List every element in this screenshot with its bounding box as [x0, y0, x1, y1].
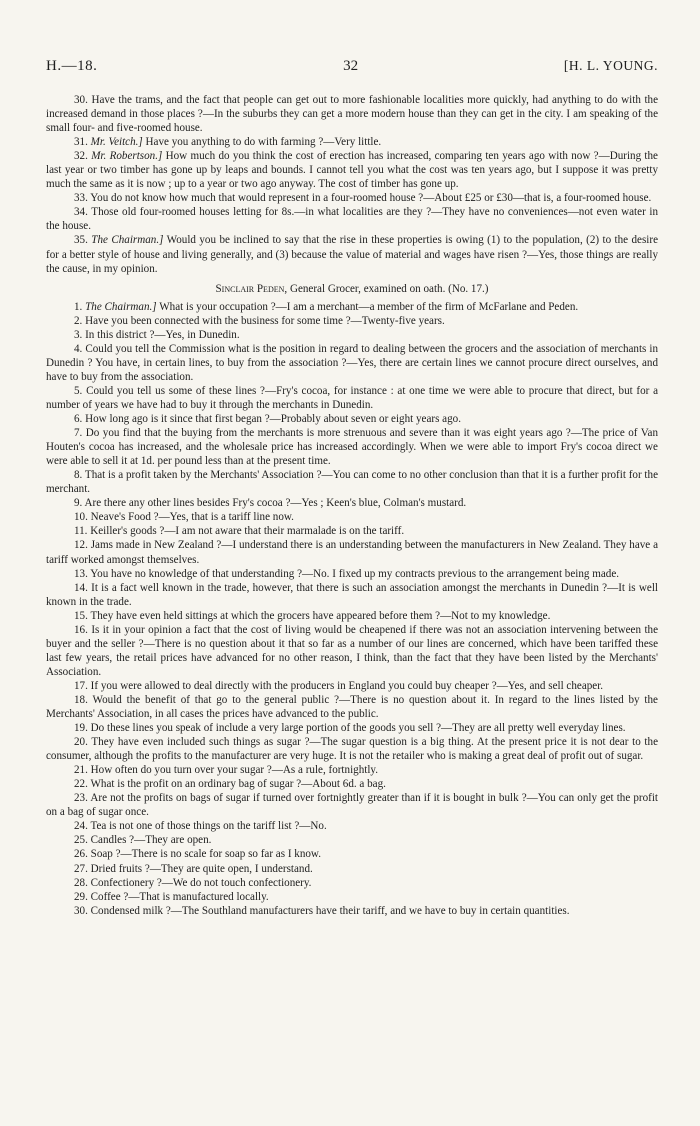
question-text: How much do you think the cost of erection has increased, comparing ten years ago with now ?—During the last year or two timber has gone up by leaps and bounds. I cannot tell you what the cost was ten years ago, but I suppose it was pretty much the same as it is now ; up to a year or two ago anyway. The cost of timber has gone up. [46, 150, 658, 191]
question-number: 31. [74, 136, 88, 149]
question-paragraph [46, 693, 658, 721]
question-paragraph [46, 904, 658, 918]
question-paragraph [46, 426, 658, 468]
question-paragraph [46, 468, 658, 496]
question-text: That is a profit taken by the Merchants' Association ?—You can come to no other conclusion than that it is a further profit for the merchant. [46, 469, 658, 496]
question-paragraph [46, 890, 658, 904]
witness-heading [46, 282, 658, 296]
question-text: Do you find that the buying from the merchants is more strenuous and severe than it was eight years ago ?—The price of Van Houten's cocoa has increased, and the wholesale price has increased accordingly. When we were able to import Fry's cocoa direct we were able to sell it at 1d. per pound less than at the present time. [46, 427, 658, 468]
question-number: 24. [74, 820, 88, 833]
question-paragraph [46, 833, 658, 847]
question-text: What is your occupation ?—I am a merchant—a member of the firm of McFarlane and Peden. [159, 300, 579, 313]
speaker-name: Mr. Robertson.] [91, 150, 163, 163]
question-text: Neave's Food ?—Yes, that is a tariff line now. [90, 511, 294, 524]
question-number: 2. [74, 314, 83, 327]
question-number: 19. [74, 722, 88, 735]
question-paragraph [46, 314, 658, 328]
question-number: 1. [74, 300, 83, 313]
question-text: Have the trams, and the fact that people can get out to more fashionable localities more quickly, had anything to do with the increased demand in those places ?—In the suburbs they can get a more modern house than they can get in the city. I am speaking of the small four- and five-roomed house. [46, 94, 658, 135]
question-number: 26. [74, 848, 88, 861]
question-number: 21. [74, 764, 88, 777]
question-text: Have you been connected with the business for some time ?—Twenty-five years. [85, 314, 445, 327]
question-text: Tea is not one of those things on the tariff list ?—No. [90, 820, 327, 833]
question-paragraph [46, 412, 658, 426]
question-paragraph [46, 233, 658, 275]
question-text: What is the profit on an ordinary bag of sugar ?—About 6d. a bag. [90, 778, 386, 791]
question-paragraph [46, 847, 658, 861]
question-number: 33. [74, 192, 88, 205]
question-paragraph [46, 581, 658, 609]
question-number: 30. [74, 904, 88, 917]
question-number: 28. [74, 876, 88, 889]
speaker-name: The Chairman.] [91, 234, 164, 247]
question-paragraph [46, 777, 658, 791]
question-paragraph [46, 384, 658, 412]
question-paragraph [46, 763, 658, 777]
question-paragraph [46, 609, 658, 623]
question-text: Do these lines you speak of include a very large portion of the goods you sell ?—They are all pretty well everyday lines. [90, 722, 626, 735]
question-number: 20. [74, 736, 88, 749]
question-text: Are not the profits on bags of sugar if turned over fortnightly greater than if it is bought in bulk ?—You can only get the profit on a bag of sugar once. [46, 792, 659, 819]
question-paragraph [46, 149, 658, 191]
question-text: How often do you turn over your sugar ?—As a rule, fortnightly. [90, 764, 379, 777]
question-text: Could you tell the Commission what is the position in regard to dealing between the grocers and the association of merchants in Dunedin ? You have, in certain lines, to buy from the association ?—Yes, there are certain lines we cannot procure direct ourselves, and have to buy from the association. [46, 342, 658, 383]
question-text: Is it in your opinion a fact that the cost of living would be cheapened if there was not an association intervening between the buyer and the seller ?—There is no question about it that so far as a number of our lines are concerned, which have been tariffed these last few years, the retail prices have advanced for no other reason, I think, than the fact that they have been listed by the Merchants' Association. [46, 623, 658, 678]
question-paragraph [46, 721, 658, 735]
evidence-section-1 [46, 93, 658, 276]
question-text: Would the benefit of that go to the general public ?—There is no question about it. In regard to the lines listed by the Merchants' Association, in all cases the prices have advanced to the public. [46, 693, 658, 721]
question-number: 3. [74, 328, 83, 341]
question-paragraph [46, 538, 658, 566]
witness-running-head: [H. L. YOUNG. [563, 58, 658, 73]
question-paragraph [46, 342, 658, 384]
page-header [46, 58, 658, 75]
question-paragraph [46, 300, 658, 314]
question-text: Candles ?—They are open. [90, 834, 212, 847]
question-text: Are there any other lines besides Fry's cocoa ?—Yes ; Keen's blue, Colman's mustard. [84, 497, 467, 510]
question-number: 7. [74, 427, 83, 440]
question-number: 25. [74, 834, 88, 847]
question-number: 17. [74, 679, 88, 692]
question-number: 5. [74, 384, 83, 397]
question-paragraph [46, 205, 658, 233]
question-paragraph [46, 862, 658, 876]
question-text: If you were allowed to deal directly with the producers in England you could buy cheaper ?—Yes, and sell cheaper. [90, 679, 604, 692]
question-text: Dried fruits ?—They are quite open, I understand. [90, 862, 313, 875]
question-number: 10. [74, 511, 88, 524]
question-number: 9. [74, 497, 83, 510]
question-text: Have you anything to do with farming ?—Very little. [145, 136, 382, 149]
question-number: 13. [74, 567, 88, 580]
question-text: Jams made in New Zealand ?—I understand there is an understanding between the manufacturers in New Zealand. They have a tariff worked amongst themselves. [46, 539, 658, 566]
page-number: 32 [343, 58, 359, 74]
question-number: 11. [74, 525, 88, 538]
question-text: They have even held sittings at which the grocers have appeared before them ?—Not to my knowledge. [90, 609, 551, 622]
question-number: 15. [74, 609, 88, 622]
paper-reference: H.—18. [46, 58, 98, 74]
question-number: 14. [74, 581, 88, 594]
question-text: How long ago is it since that first began ?—Probably about seven or eight years ago. [85, 413, 461, 426]
question-number: 6. [74, 413, 83, 426]
document-body [46, 93, 658, 918]
question-paragraph [46, 876, 658, 890]
question-number: 8. [74, 469, 83, 482]
speaker-name: The Chairman.] [85, 300, 157, 313]
question-text: Those old four-roomed houses letting for 8s.—in what localities are they ?—They have no conveniences—not even water in the house. [46, 206, 659, 233]
question-number: 27. [74, 862, 88, 875]
question-text: Could you tell us some of these lines ?—Fry's cocoa, for instance : at one time we were able to procure that direct, but for a number of years we have had to buy it through the merchants in Dunedin. [46, 384, 658, 411]
question-paragraph [46, 524, 658, 538]
question-text: It is a fact well known in the trade, however, that there is such an association amongst the merchants in Dunedin ?—It is well known in the trade. [46, 581, 658, 608]
question-text: In this district ?—Yes, in Dunedin. [85, 328, 240, 341]
evidence-section-2 [46, 300, 658, 918]
question-text: Condensed milk ?—The Southland manufacturers have their tariff, and we have to buy in certain quantities. [90, 904, 570, 917]
question-number: 12. [74, 539, 88, 552]
question-paragraph [46, 735, 658, 763]
question-paragraph [46, 679, 658, 693]
question-paragraph [46, 496, 658, 510]
question-number: 32. [74, 150, 88, 163]
question-paragraph [46, 191, 658, 205]
question-paragraph [46, 135, 658, 149]
question-text: Coffee ?—That is manufactured locally. [90, 890, 269, 903]
question-number: 4. [74, 342, 83, 355]
question-text: Keiller's goods ?—I am not aware that their marmalade is on the tariff. [90, 525, 405, 538]
question-text: They have even included such things as sugar ?—The sugar question is a big thing. At the present price it is not dear to the consumer, although the profits to the manufacturer are very huge. It is not the retailer who is making a great deal of profit out of sugar. [46, 736, 658, 763]
question-number: 23. [74, 792, 88, 805]
question-paragraph [46, 623, 658, 679]
witness-description: , General Grocer, examined on oath. (No. 17.) [284, 282, 489, 295]
question-number: 18. [74, 693, 88, 706]
question-paragraph [46, 567, 658, 581]
question-text: You have no knowledge of that understanding ?—No. I fixed up my contracts previous to the arrangement being made. [90, 567, 620, 580]
question-number: 29. [74, 890, 88, 903]
question-text: Would you be inclined to say that the rise in these properties is owing (1) to the population, (2) to the desire for a better style of house and living generally, and (3) because the value of material and wages have risen ?—Yes, those things are really the cause, in my opinion. [46, 234, 658, 275]
question-text: Soap ?—There is no scale for soap so far as I know. [90, 848, 321, 861]
question-text: Confectionery ?—We do not touch confectionery. [90, 876, 312, 889]
question-number: 22. [74, 778, 88, 791]
question-text: You do not know how much that would represent in a four-roomed house ?—About £25 or £30—that is, a four-roomed house. [90, 192, 652, 205]
question-paragraph [46, 510, 658, 524]
question-number: 34. [74, 206, 88, 219]
question-number: 16. [74, 623, 88, 636]
question-paragraph [46, 328, 658, 342]
speaker-name: Mr. Veitch.] [90, 136, 143, 149]
question-number: 30. [74, 94, 88, 106]
witness-name: Sinclair Peden [215, 282, 285, 295]
question-paragraph [46, 93, 658, 135]
question-paragraph [46, 791, 658, 819]
question-number: 35. [74, 234, 88, 247]
question-paragraph [46, 819, 658, 833]
